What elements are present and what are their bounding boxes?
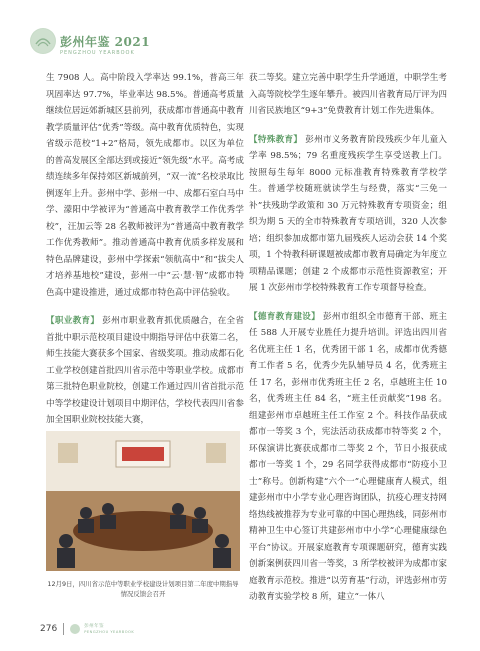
footer-divider xyxy=(63,623,64,635)
section-tag-vocational: 【职业教育】 xyxy=(46,316,100,326)
right-paragraph-3 xyxy=(249,309,447,606)
photo-caption: 12月9日，四川省示范中等职业学校建设计划项目第二年度中期指导情况反馈会召开 xyxy=(47,580,239,598)
right-paragraph-2 xyxy=(249,132,447,297)
header-subtitle: PENGZHOU YEARBOOK xyxy=(60,50,135,56)
footer-title: 彭州年鉴 xyxy=(84,623,105,629)
special-education-text: 彭州市义务教育阶段残疾少年儿童入学率 98.5%；79 名重度残疾学生享受送教上门。按照每生每年 8000 元标准教育特殊教育学校学生。普通学校随班就读学生与经费，落实“三免一补”扶残助学政策和 30 万元特殊教育专项资金；组织为期 5 天的全市特殊教育专项培训，320 人次参培；组织参加成都市第九届残疾人运动会获 14 个奖项，1 个特教科研课题被成都市教育局确定为年度立项精品课题；创建 2 个成都市示范性资源教室；开展 1 次彭州市学校特殊教育工作专项督导检查。 xyxy=(249,134,447,293)
section-tag-moral-education: 【德育教育建设】 xyxy=(249,311,320,322)
left-column xyxy=(46,70,244,441)
footer-subtitle: PENGZHOU YEARBOOK xyxy=(84,629,135,634)
footer-logo-icon xyxy=(70,624,80,634)
page-footer xyxy=(40,622,134,636)
left-paragraph-2 xyxy=(46,313,244,429)
vocational-text: 彭州市职业教育抓优质融合，在全省首批中职示范校项目建设中期指导评估中获第二名，师生技能大赛获多个国家、省级奖项。推动成都石化工业学校创建首批四川省示范中等职业学校。成都市第三批特色职业院校，创建工作通过四川省首批示范中等学校建设计划项目中期评估，学校代表四川省参加全国职业院校技能大赛， xyxy=(46,316,244,425)
page-header xyxy=(0,0,480,62)
header-title: 彭州年鉴 2021 xyxy=(60,35,151,49)
footer-text xyxy=(84,624,134,635)
left-paragraph-1: 生 7908 人。高中阶段入学率达 99.1%，普高三年巩固率达 97.7%，毕业率达 98.5%。普通高考质量继续位居远郊新城区县前列，获成都市普通高中教育教学质量评估“优秀”等级。高中教育优质特色，实现省级示范校“1+2”格局，领先成都市。以区为单位的普高发展区全部达到或接近“领先级”水平。高考成绩连续多年保持郊区新城前列，“双一流”名校录取比例逐年上升。彭州中学、彭州一中、成都石室白马中学、濛阳中学被评为“普通高中教育教学工作优秀学校”，汪加云等 28 名教师被评为“普通高中教育教学工作优秀教师”。推动普通高中教育优质多样发展和特色品牌建设，彭州中学探索“领航高中”和“拔尖人才培养基地校”建设，彭州一中“云·慧·智”成都市特色高中建设推进，通过成都市特色高中评估验收。 xyxy=(46,73,244,298)
right-column xyxy=(249,70,447,618)
meeting-photo xyxy=(46,431,240,571)
yearbook-logo-icon xyxy=(30,28,56,54)
page-number: 276 xyxy=(40,624,58,634)
section-tag-special-education: 【特殊教育】 xyxy=(249,134,303,145)
moral-education-text: 彭州市组织全市德育干部、班主任 588 人开展专业胜任力提升培训。评选出四川省名优班主任 1 名，优秀团干部 1 名，成都市优秀德育工作者 5 名，优秀少先队辅导员 4 名，优秀班主任 17 名，彭州市优秀班主任 2 名，卓越班主任 10 名，优秀班主任 84 名，“班主任贡献奖”198 名。组建彭州市卓越班主任工作室 2 个。科技作品获成都市一等奖 3 个，宪法活动获成都市特等奖 2 个，环保演讲比赛获成都市二等奖 2 个，节日小报获成都市一等奖 1 个，29 名同学获得成都市“防疫小卫士”称号。创新构建“六个一”心理健康育人模式，组建彭州市中小学专业心理咨询团队，抗疫心理支持网络热线被推荐为专业可靠的中国心理热线，同彭州市精神卫生中心签订共建彭州市中小学“心理健康绿色平台”协议。开展家庭教育专项课题研究，德育实践创新案例获四川省一等奖，3 所学校被评为成都市家庭教育示范校。推进“以劳育基”行动，评选彭州市劳动教育实验学校 8 所，建立“一体八 xyxy=(249,311,447,602)
right-paragraph-1: 获二等奖。建立完善中职学生升学通道，中职学生考入高等院校学生逐年攀升。被四川省教育局厅评为四川省民族地区“9+3”免费教育计划工作先进集体。 xyxy=(249,73,447,116)
